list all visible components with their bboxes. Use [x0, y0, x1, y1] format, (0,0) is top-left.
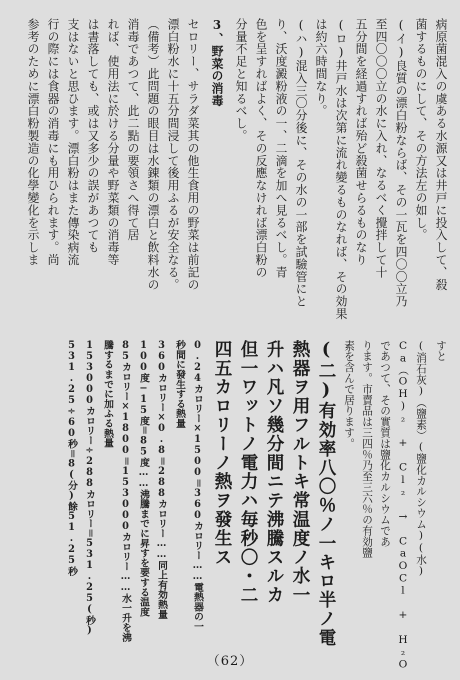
text-column: (イ)良質の漂白粉ならば、その一瓦を四〇〇立乃: [394, 18, 408, 308]
text-column: （備考）此問題の眼目は水錬類の漂白と飲料水の: [146, 18, 160, 291]
text-column: 参考のために漂白粉製造の化學變化を示しま: [26, 18, 40, 266]
text-column: (ハ)混入三〇分後に、その水の一部を試驗管にと: [294, 18, 308, 308]
page-number: （62）: [206, 654, 254, 669]
text-column: ります。市賣品は三四％乃至三六％の有効鹽: [361, 340, 373, 558]
text-column: 漂白粉水に十五分間浸して後用ふるが安全なる。: [166, 18, 180, 291]
text-column: であつて、その實質は鹽化カルシウムであ: [379, 340, 391, 548]
text-column: は書落しても、或は又多少の誤があつても: [86, 18, 100, 254]
text-column: (ロ)井戸水は次第に流れ變るものなれば、その効果: [334, 18, 348, 320]
question-column: 升ハ凡ソ幾分間ニテ沸騰スルカ: [264, 340, 284, 605]
text-column: 消毒であつて、此二點の要領さへ得て居: [126, 18, 140, 242]
calculation-line: 100度−15度＝85度……沸騰までに昇すを要する温度: [138, 340, 149, 617]
text-column: 菌するものにして、その方法左の如し。: [414, 18, 428, 242]
text-column: れば、使用法に於ける分量や野菜類の消毒等: [106, 18, 120, 266]
calculation-line: 360カロリー×0.8＝288カロリー……同上有効熱量: [156, 340, 167, 619]
text-column: 五分間を経過すれば殆ど殺菌せらるものなり: [354, 18, 368, 266]
question-column: 熱器ヲ用フルトキ常温度ノ水一: [290, 340, 310, 605]
text-column: 行の際には食器の消毒にも用ひられます。尚: [46, 18, 60, 266]
question-column: 但一ワットノ電力ハ毎秒〇・二: [238, 340, 258, 605]
text-column: は約六時間なり。: [314, 18, 328, 118]
calculation-line: 531.25÷60秒＝8(分)餘51.25秒: [66, 340, 77, 576]
text-column: 分量不足と知るべし。: [234, 18, 248, 142]
calculation-line: 153000カロリー÷288カロリー＝531.25(秒): [84, 340, 95, 636]
chemical-formula: Ca（OH)₂ + Cl₂ → CaOCl + H₂O: [397, 340, 409, 671]
text-column: 支はないと思ひます。漂白粉はまた傳染病流: [66, 18, 80, 266]
question-column: (二)有効率八〇％ノ一キロ半ノ電: [316, 340, 336, 648]
question-column: 四五カロリーノ熱ヲ發生ス: [212, 340, 232, 567]
calculation-line: 秒間に發生する熱量: [174, 340, 185, 429]
text-column: 至四〇〇〇立の水に入れ、なるべく攪拌して十: [374, 18, 388, 279]
text-column: すと: [435, 340, 447, 362]
calculation-line: 騰するまでに加ふる熱量: [102, 340, 113, 448]
text-column: 色を呈すればよく、その反應なければ漂白粉の: [254, 18, 268, 279]
calculation-line: 0.24カロリー×1500＝360カロリー……電熱器の一: [192, 340, 203, 632]
calculation-line: 85カロリー×1800＝153000カロリー……水一升を沸: [120, 340, 131, 643]
text-column: セロリー、サラダ菜其の他生食用の野菜は前記の: [186, 18, 200, 291]
text-column: 素を含んで居ります。: [343, 340, 355, 449]
text-column: り、沃度澱粉液の一、二滴を加へ見るべし。青: [274, 18, 288, 279]
formula-labels: (消石灰)（鹽素）(鹽化カルシウム)(水): [415, 340, 427, 578]
section-heading: 3、野菜の消毒: [210, 18, 224, 107]
text-column: 病原菌混入の虞ある水源又は井戸に投入して、殺: [434, 18, 448, 291]
